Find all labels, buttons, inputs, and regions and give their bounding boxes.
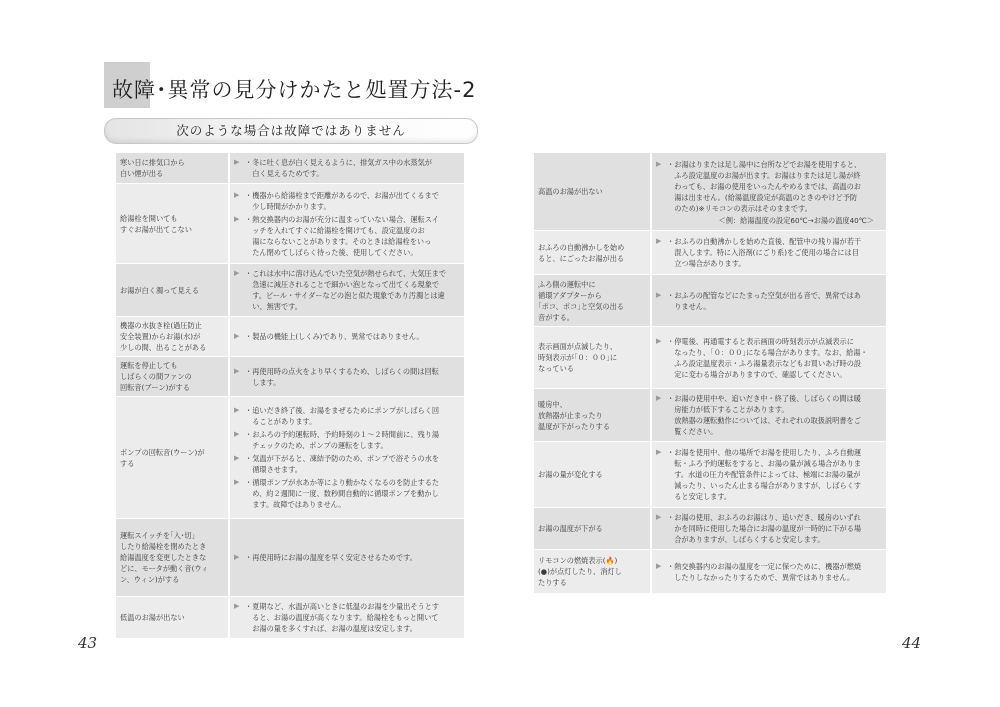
triangle-bullet-icon: ▶ — [656, 561, 662, 570]
explanation-text: ・製品の機能上(しくみ)であり、異常ではありません。 — [245, 332, 424, 341]
symptom-cell: リモコンの燃焼表示(🔥) (●)が点灯したり、消灯し たりする — [534, 550, 650, 594]
triangle-bullet-icon: ▶ — [656, 394, 662, 402]
explanation-text: ・追いだき終了後、お湯をまぜるためにポンプがしばらく回 ることがあります。 — [245, 406, 440, 426]
symptom-cell: 運転を停止しても しばらくの間ファンの 回転音(ブーン)がする — [116, 357, 228, 397]
triangle-bullet-icon: ▶ — [656, 290, 662, 299]
explanation-cell — [228, 153, 464, 184]
table-row — [116, 317, 464, 357]
triangle-bullet-icon: ▶ — [234, 406, 240, 414]
explanation-text: ・おふろの自動沸かしを始めた直後、配管中の残り湯が若干 混入します。特に入浴剤(にごり系)をご使用の場合には目 立つ場合があります。 — [667, 237, 862, 268]
explanation-item — [234, 601, 458, 634]
explanation-item — [234, 366, 458, 388]
symptom-cell: 低温のお湯が出ない — [116, 597, 228, 639]
explanation-item — [234, 453, 458, 475]
example-note: ＜例：給湯温度の設定60℃→お湯の温度40℃＞ — [718, 215, 874, 225]
table-row — [116, 357, 464, 397]
explanation-cell — [650, 231, 886, 275]
explanation-text: ・お湯の使用、おふろのお湯はり、追いだき、暖房のいずれ かを同時に使用した場合にお湯の温度が一時的に下がる場 合がありますが、しばらくすると安定します。 — [667, 513, 862, 544]
explanation-text: ・循環ポンプが水あか等により動かなくなるのを防止するた め、約２週間に一度、数秒間自動的に循環ポンプを動かし ます。故障ではありません。 — [245, 478, 440, 509]
table-row — [534, 231, 886, 275]
table-row — [534, 327, 886, 389]
table-row — [116, 597, 464, 639]
explanation-item — [656, 393, 880, 437]
table-row — [534, 442, 886, 508]
triangle-bullet-icon: ▶ — [656, 336, 662, 345]
symptom-cell: おふろの自動沸かしを始め ると、にごったお湯が出る — [534, 231, 650, 275]
triangle-bullet-icon: ▶ — [656, 448, 662, 456]
left-troubleshooting-table — [116, 153, 464, 639]
symptom-cell: ふろ側の運転中に 循環アダプターから ｢ポコ、ポコ｣と空気の出る 音がする。 — [534, 275, 650, 327]
triangle-bullet-icon: ▶ — [234, 430, 240, 438]
explanation-item — [234, 190, 458, 212]
table-row — [534, 275, 886, 327]
triangle-bullet-icon: ▶ — [234, 454, 240, 462]
table-row — [116, 153, 464, 184]
explanation-text: ・お湯を使用中、他の場所でお湯を使用したり、ふろ自動運 転・ふろ予約運転をすると、お湯の量が減る場合がありま す。水道の圧力や配管条件によっては、極端にお湯の量が 減ったり、いったん止まる場合がありますが、しばらくす ると安定します。 — [667, 448, 862, 501]
explanation-cell — [650, 508, 886, 550]
explanation-cell — [650, 389, 886, 442]
explanation-text: ・お湯の使用中や、追いだき中・終了後、しばらくの間は暖 房能力が低下することがあります。 放熱器の運転動作については、それぞれの取扱説明書をご 覧ください。 — [667, 394, 861, 436]
triangle-bullet-icon: ▶ — [234, 602, 240, 610]
explanation-cell — [650, 153, 886, 231]
triangle-bullet-icon: ▶ — [656, 159, 662, 168]
page-title: 故障･異常の見分けかたと処置方法-2 — [112, 78, 477, 102]
explanation-text: ・お湯はりまたは足し湯中に台所などでお湯を使用すると、 ふろ設定温度のお湯が出ます。お湯はりまたは足し湯が終 わっても、お湯の使用をいったんやめるまでは、高温のお 湯は出ません。(給湯温度設定が高温のときのやけど予防 のため)※リモコンの表示はそのままです。 — [667, 159, 862, 213]
explanation-item — [234, 214, 458, 258]
triangle-bullet-icon: ▶ — [234, 214, 240, 223]
explanation-text: ・おふろの予約運転時、予約時刻の１～２時間前に、残り湯 チェックのため、ポンプの運転をします。 — [245, 430, 440, 450]
table-row — [534, 508, 886, 550]
explanation-cell — [650, 327, 886, 389]
symptom-cell: ポンプの回転音(ウーン)が する — [116, 397, 228, 519]
explanation-cell — [228, 357, 464, 397]
page-number-left: 43 — [78, 634, 98, 652]
triangle-bullet-icon: ▶ — [656, 237, 662, 245]
explanation-text: ・再使用時の点火をより早くするため、しばらくの間は回転 します。 — [245, 366, 439, 387]
symptom-cell: お湯が白く濁って見える — [116, 264, 228, 317]
explanation-text: ・冬に吐く息が白く見えるように、排気ガス中の水蒸気が 白く見えるためです。 — [245, 158, 432, 178]
triangle-bullet-icon: ▶ — [234, 332, 240, 340]
symptom-cell: 高温のお湯が出ない — [534, 153, 650, 231]
explanation-cell — [650, 275, 886, 327]
explanation-item — [656, 512, 880, 545]
triangle-bullet-icon: ▶ — [234, 478, 240, 486]
explanation-cell — [228, 397, 464, 519]
explanation-item — [656, 236, 880, 269]
explanation-item — [656, 561, 880, 583]
explanation-cell — [228, 184, 464, 264]
table-row — [116, 397, 464, 519]
explanation-text: ・機器から給湯栓まで距離があるので、お湯が出てくるまで 少し時間がかかります。 — [245, 190, 439, 211]
explanation-item — [656, 447, 880, 502]
explanation-item — [234, 477, 458, 510]
page-number-right: 44 — [902, 634, 922, 652]
symptom-cell: お湯の量が変化する — [534, 442, 650, 508]
right-troubleshooting-table — [534, 153, 886, 594]
triangle-bullet-icon: ▶ — [234, 158, 240, 166]
explanation-item — [656, 336, 880, 380]
explanation-text: ・熱交換器内のお湯の温度を一定に保つために、機器が燃焼 したりしなかったりするためで、異常ではありません。 — [667, 561, 862, 582]
triangle-bullet-icon: ▶ — [234, 366, 240, 375]
explanation-text: ・再使用時にお湯の温度を早く安定させるためです。 — [245, 553, 417, 562]
table-row — [116, 184, 464, 264]
explanation-cell — [228, 317, 464, 357]
table-row — [116, 264, 464, 317]
explanation-item — [656, 159, 880, 214]
explanation-item — [234, 429, 458, 451]
explanation-cell — [228, 597, 464, 639]
explanation-item — [234, 405, 458, 427]
explanation-cell — [228, 519, 464, 597]
explanation-text: ・これは水中に溶け込んでいた空気が熱せられて、大気圧まで 急速に減圧されることで細かい泡となって出てくる現象で す。ビール・サイダーなどの泡と似た現象であり汚濁とは違 い、無害です。 — [245, 269, 447, 311]
table-row — [534, 153, 886, 231]
triangle-bullet-icon: ▶ — [234, 269, 240, 277]
table-row — [116, 519, 464, 597]
explanation-text: ・熱交換器内のお湯が充分に温まっていない場合、運転スイ ッチを入れてすぐに給湯栓を開けても、設定温度のお 湯にならないことがあります。そのときは給湯栓をいっ たん閉めてしばらく待った後、使用してください。 — [245, 214, 439, 257]
explanation-text: ・夏期など、水温が高いときに低温のお湯を少量出そうとす ると、お湯の温度が高くなります。給湯栓をもっと開いて お湯の量を多くすれば、お湯の温度は安定します。 — [245, 602, 440, 633]
explanation-text: ・おふろの配管などにたまった空気が出る音で、異常ではあ りません。 — [667, 290, 861, 311]
symptom-cell: 運転スイッチを｢入･切｣ したり給湯栓を閉めたとき 給湯温度を変更したときな どに、モータが動く音(ウィ ン、ウィン)がする — [116, 519, 228, 597]
explanation-item — [234, 268, 458, 312]
explanation-item — [234, 331, 458, 342]
explanation-cell — [650, 442, 886, 508]
explanation-item — [656, 290, 880, 312]
symptom-cell: お湯の温度が下がる — [534, 508, 650, 550]
triangle-bullet-icon: ▶ — [234, 553, 240, 561]
explanation-text: ・気温が下がると、凍結予防のため、ポンプで浴そうの水を 循環させます。 — [245, 454, 439, 474]
table-row — [534, 550, 886, 594]
symptom-cell: 表示画面が点滅したり、 時刻表示が｢０：００｣に なっている — [534, 327, 650, 389]
symptom-cell: 機器の水抜き栓(過圧防止 安全装置)からお湯(水)が 少しの間、出ることがある — [116, 317, 228, 357]
explanation-cell — [228, 264, 464, 317]
explanation-text: ・停電後、再通電すると表示画面の時刻表示が点滅表示に なったり、｢０：００｣になる場合があります。なお、給湯・ ふろ設定温度表示・ふろ湯量表示などもお買いあげ時の設 定に変わる場合がありますので、確認してください。 — [667, 336, 868, 379]
explanation-item — [234, 157, 458, 179]
section-subtitle-banner: 次のような場合は故障ではありません — [104, 118, 478, 144]
explanation-cell — [650, 550, 886, 594]
symptom-cell: 暖房中、 放熱器が止まったり 温度が下がったりする — [534, 389, 650, 442]
table-row — [534, 389, 886, 442]
symptom-cell: 寒い日に排気口から 白い煙が出る — [116, 153, 228, 184]
triangle-bullet-icon: ▶ — [656, 513, 662, 521]
triangle-bullet-icon: ▶ — [234, 190, 240, 199]
explanation-item — [234, 552, 458, 563]
symptom-cell: 給湯栓を開いても すぐお湯が出てこない — [116, 184, 228, 264]
